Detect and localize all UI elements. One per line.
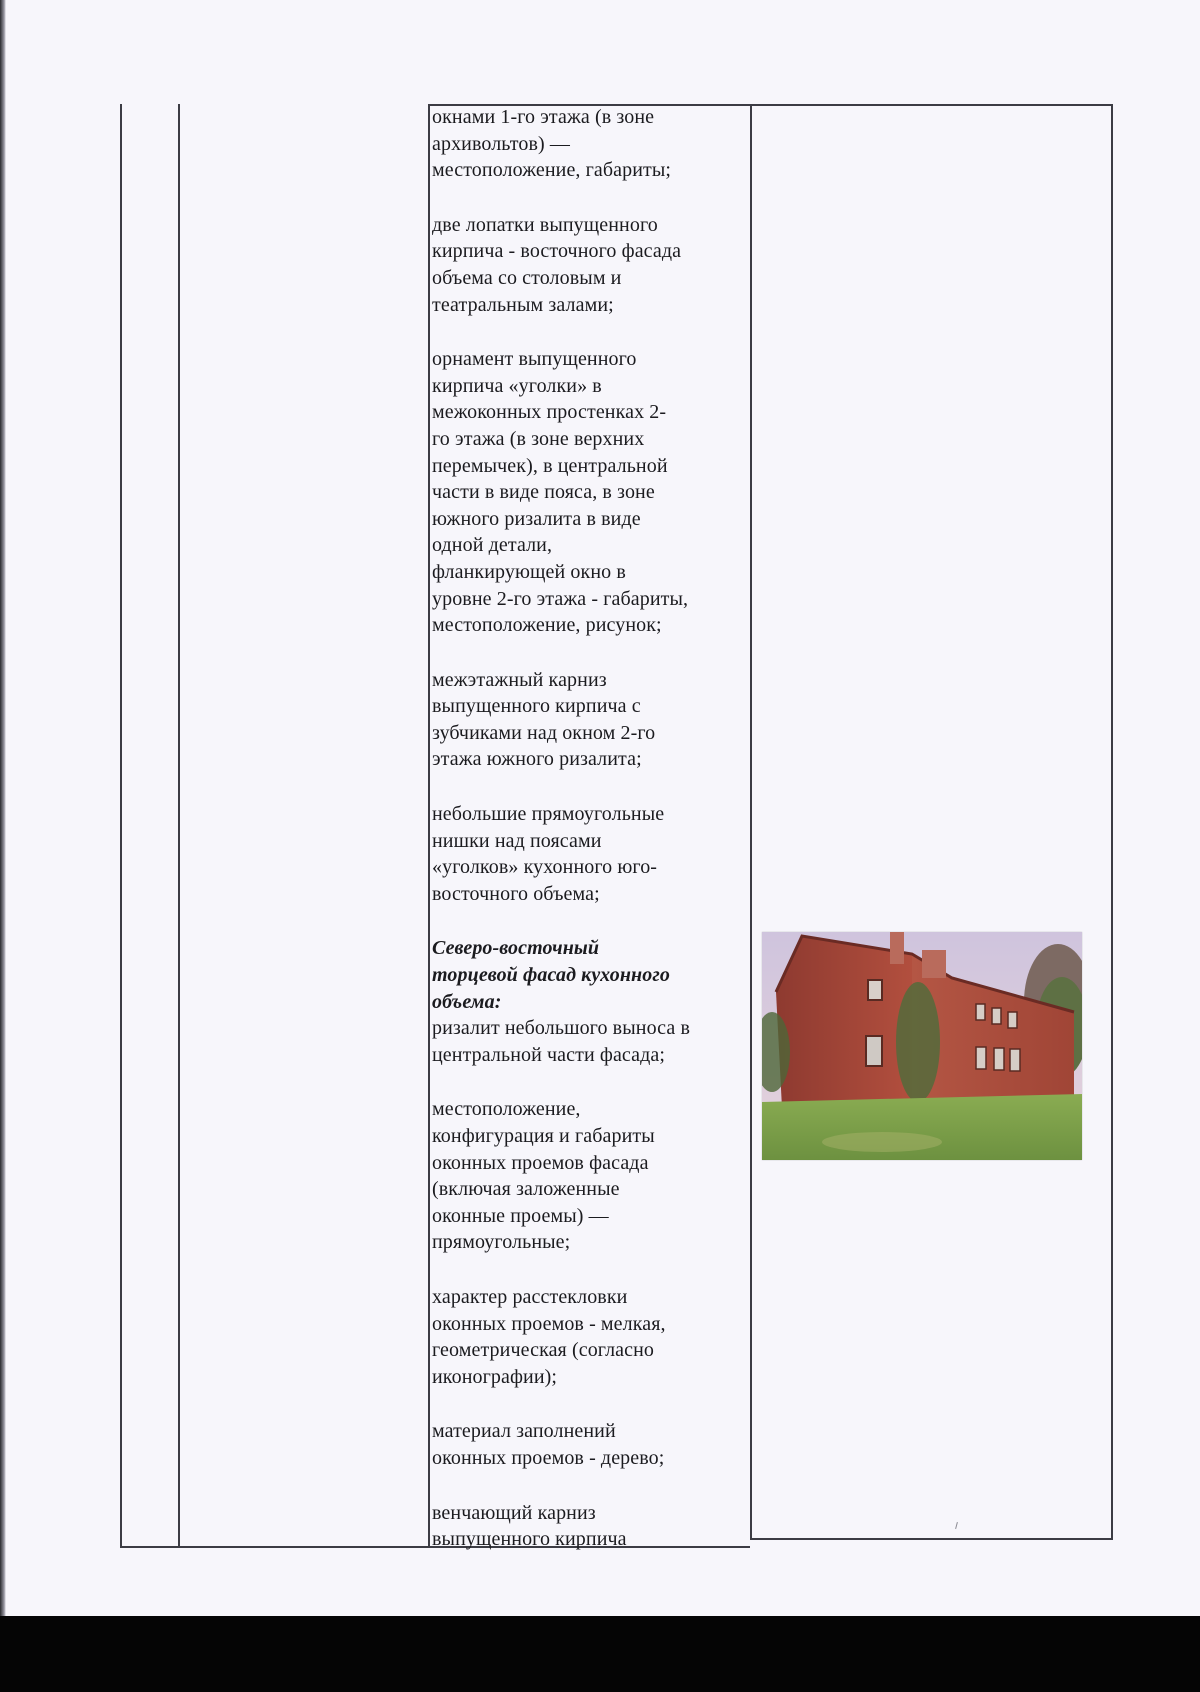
scan-bottom-border <box>0 1616 1200 1692</box>
paragraph-risalit: ризалит небольшого выноса в центральной части фасада; <box>432 1017 691 1066</box>
brick-building-photo <box>762 932 1082 1160</box>
paragraph-glazing: характер расстекловки оконных проемов - мелкая, геометрическая (согласно иконографии); <box>432 1285 666 1388</box>
scan-edge <box>0 0 6 1692</box>
paragraph-pilasters: две лопатки выпущенного кирпича - восточного фасада объема со столовым и театральным залами; <box>432 213 682 316</box>
col-border-5 <box>1111 104 1113 1540</box>
col-border-3 <box>428 104 430 1547</box>
paragraph-window-material: материал заполнений оконных проемов - дерево; <box>432 1420 665 1469</box>
section-heading: Северо-восточный торцевой фасад кухонного объема: <box>432 937 670 1013</box>
paragraph-windows-first-floor: окнами 1-го этажа (в зоне архивольтов) — местоположение, габариты; <box>432 106 672 182</box>
paragraph-cornice: межэтажный карниз выпущенного кирпича с зубчиками над окном 2-го этажа южного ризалита; <box>432 668 656 771</box>
paragraph-niches: небольшие прямоугольные нишки над поясами «уголков» кухонного юго- восточного объема; <box>432 803 665 905</box>
paragraph-ornament: орнамент выпущенного кирпича «уголки» в межоконных простенках 2- го этажа (в зоне верхних перемычек), в центральной части в виде пояса, в зоне южного ризалита в виде одной детали, фланкирующей окно в уровне 2-го этажа - габариты, местоположение, рисунок; <box>432 348 689 637</box>
col-border-2 <box>178 104 180 1547</box>
description-column <box>432 104 752 1553</box>
table-bottom-border-right <box>750 1538 1112 1540</box>
paragraph-window-openings: местоположение, конфигурация и габариты оконных проемов фасада (включая заложенные оконные проемы) — прямоугольные; <box>432 1098 655 1254</box>
paragraph-crowning-cornice: венчающий карниз выпущенного кирпича <box>432 1501 627 1551</box>
col-border-1 <box>120 104 122 1547</box>
photo-graphic <box>762 932 1082 1160</box>
